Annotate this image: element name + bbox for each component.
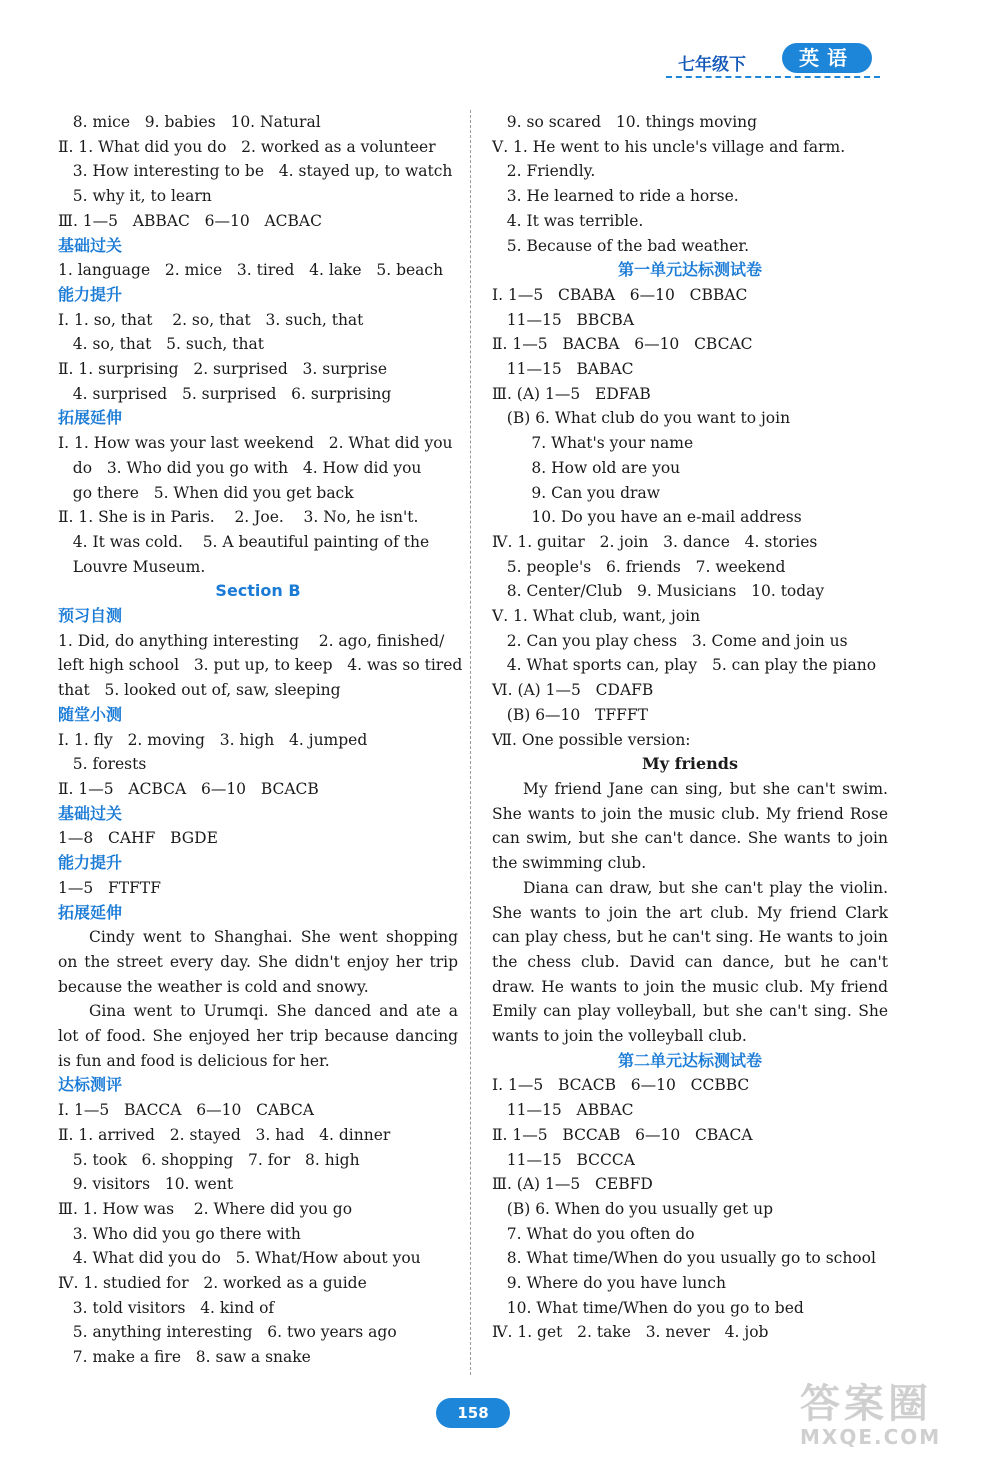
essay-title: My friends: [642, 754, 738, 774]
answer-line: that 5. looked out of, saw, sleeping: [58, 681, 341, 700]
answer-line: (B) 6. When do you usually get up: [492, 1199, 773, 1218]
answer-line: 5. why it, to learn: [58, 187, 212, 206]
answer-line: 5. people's 6. friends 7. weekend: [492, 557, 786, 576]
answer-line: Ⅱ. 1—5 BCCAB 6—10 CBACA: [492, 1125, 753, 1144]
page-number: 158: [436, 1398, 510, 1428]
answer-line: 3. How interesting to be 4. stayed up, to watch: [58, 162, 453, 181]
answer-line: Louvre Museum.: [58, 557, 206, 576]
header-underline: [666, 76, 880, 78]
section-heading: 拓展延伸: [58, 408, 123, 428]
answer-line: 8. How old are you: [492, 458, 681, 477]
answer-line: 11—15 BBCBA: [492, 310, 635, 329]
grade-label: 七年级下: [678, 55, 746, 75]
watermark-url: MXQE.COM: [800, 1425, 942, 1449]
subject-badge: 英语: [782, 43, 872, 73]
answer-line: 2. Friendly.: [492, 162, 596, 181]
answer-line: Ⅰ. 1. so, that 2. so, that 3. such, that: [58, 310, 364, 329]
answer-line: Ⅰ. 1—5 BACCA 6—10 CABCA: [58, 1101, 314, 1120]
answer-line: go there 5. When did you get back: [58, 483, 354, 502]
section-heading: 基础过关: [58, 235, 123, 255]
answer-line: Ⅱ. 1—5 ACBCA 6—10 BCACB: [58, 779, 319, 798]
answer-line: 4. It was cold. 5. A beautiful painting of the: [58, 532, 430, 551]
section-heading: 能力提升: [58, 284, 123, 304]
section-heading: 随堂小测: [58, 704, 123, 724]
answer-line: Ⅲ. (A) 1—5 EDFAB: [492, 384, 651, 403]
answer-line: 5. Because of the bad weather.: [492, 236, 750, 255]
answer-line: 7. What do you often do: [492, 1224, 695, 1243]
column-divider: [470, 110, 471, 1375]
answer-line: do 3. Who did you go with 4. How did you: [58, 458, 422, 477]
answer-line: 4. so, that 5. such, that: [58, 335, 264, 354]
essay-paragraph: Cindy went to Shanghai. She went shopping on the street every day. She didn't enjoy her trip because the weather is cold and snowy.: [58, 928, 458, 996]
right-column: [492, 110, 888, 1345]
answer-line: Ⅲ. 1. How was 2. Where did you go: [58, 1199, 353, 1218]
essay-paragraph: My friend Jane can sing, but she can't swim. She wants to join the music club. My friend Rose can swim, but she can't dance. She wants to join the swimming club.: [492, 779, 888, 873]
answer-line: 10. Do you have an e-mail address: [492, 508, 802, 527]
answer-line: Ⅰ. 1. How was your last weekend 2. What did you: [58, 434, 453, 453]
answer-line: Ⅴ. 1. What club, want, join: [492, 607, 701, 626]
answer-line: 8. What time/When do you usually go to school: [492, 1249, 876, 1268]
answer-line: (B) 6—10 TFFFT: [492, 705, 648, 724]
answer-line: 4. What sports can, play 5. can play the piano: [492, 656, 877, 675]
answer-line: 8. Center/Club 9. Musicians 10. today: [492, 582, 825, 601]
answer-line: Ⅳ. 1. get 2. take 3. never 4. job: [492, 1323, 769, 1342]
answer-line: 9. visitors 10. went: [58, 1175, 234, 1194]
watermark: [800, 1372, 990, 1462]
answer-line: (B) 6. What club do you want to join: [492, 409, 791, 428]
answer-line: Ⅵ. (A) 1—5 CDAFB: [492, 681, 654, 700]
answer-line: Ⅰ. 1. fly 2. moving 3. high 4. jumped: [58, 730, 368, 749]
answer-line: Ⅱ. 1. She is in Paris. 2. Joe. 3. No, he isn't.: [58, 508, 419, 527]
answer-line: Ⅲ. 1—5 ABBAC 6—10 ACBAC: [58, 211, 322, 230]
answer-line: Ⅰ. 1—5 CBABA 6—10 CBBAC: [492, 285, 748, 304]
answer-line: 11—15 BCCCA: [492, 1150, 635, 1169]
section-heading: 能力提升: [58, 853, 123, 873]
answer-line: Ⅱ. 1—5 BACBA 6—10 CBCAC: [492, 335, 753, 354]
answer-line: 1—8 CAHF BGDE: [58, 829, 218, 848]
answer-line: 7. What's your name: [492, 434, 694, 453]
answer-line: 1. language 2. mice 3. tired 4. lake 5. beach: [58, 261, 444, 280]
answer-line: 3. Who did you go there with: [58, 1224, 301, 1243]
answer-line: 3. He learned to ride a horse.: [492, 187, 739, 206]
answer-line: 11—15 BABAC: [492, 360, 634, 379]
answer-line: 5. took 6. shopping 7. for 8. high: [58, 1150, 360, 1169]
answer-line: 1. Did, do anything interesting 2. ago, finished/: [58, 631, 445, 650]
left-column: [58, 110, 463, 1370]
answer-line: 11—15 ABBAC: [492, 1101, 634, 1120]
essay-paragraph: Gina went to Urumqi. She danced and ate a lot of food. She enjoyed her trip because dancing is fun and food is delicious for her.: [58, 1002, 458, 1070]
answer-line: Ⅴ. 1. He went to his uncle's village and farm.: [492, 137, 846, 156]
test-heading: 第二单元达标测试卷: [617, 1050, 762, 1070]
answer-line: 3. told visitors 4. kind of: [58, 1298, 275, 1317]
section-heading: 预习自测: [58, 606, 123, 626]
answer-line: 1—5 FTFTF: [58, 878, 161, 897]
section-heading: 拓展延伸: [58, 902, 123, 922]
essay-paragraph: Diana can draw, but she can't play the violin. She wants to join the art club. My friend Clark can play chess, but he can't sing. He wants to join the chess club. David can dance, but he can't draw. He wants to join the music club. My friend Emily can play volleyball, but she can't sing. She wants to join the volleyball club.: [492, 878, 888, 1046]
answer-line: 4. What did you do 5. What/How about you: [58, 1249, 421, 1268]
answer-line: 9. Where do you have lunch: [492, 1274, 726, 1293]
answer-line: Ⅱ. 1. surprising 2. surprised 3. surprise: [58, 360, 387, 379]
answer-line: Ⅲ. (A) 1—5 CEBFD: [492, 1175, 653, 1194]
answer-line: 4. It was terrible.: [492, 211, 644, 230]
answer-line: Ⅱ. 1. What did you do 2. worked as a volunteer: [58, 137, 436, 156]
answer-line: Ⅳ. 1. guitar 2. join 3. dance 4. stories: [492, 532, 818, 551]
answer-line: 5. forests: [58, 755, 147, 774]
section-heading: 基础过关: [58, 803, 123, 823]
answer-line: left high school 3. put up, to keep 4. was so tired: [58, 656, 463, 675]
test-heading: Section B: [215, 581, 301, 601]
answer-line: Ⅶ. One possible version:: [492, 730, 691, 749]
test-heading: 第一单元达标测试卷: [617, 260, 762, 280]
answer-line: 2. Can you play chess 3. Come and join us: [492, 631, 848, 650]
answer-line: Ⅳ. 1. studied for 2. worked as a guide: [58, 1274, 367, 1293]
page-header: [660, 40, 880, 85]
answer-line: 9. so scared 10. things moving: [492, 113, 758, 131]
answer-line: Ⅰ. 1—5 BCACB 6—10 CCBBC: [492, 1076, 750, 1095]
answer-line: 5. anything interesting 6. two years ago: [58, 1323, 397, 1342]
answer-line: 7. make a fire 8. saw a snake: [58, 1348, 311, 1367]
answer-line: 9. Can you draw: [492, 483, 660, 502]
watermark-logo-text: 答案圈: [800, 1381, 932, 1427]
answer-line: 10. What time/When do you go to bed: [492, 1298, 804, 1317]
answer-line: Ⅱ. 1. arrived 2. stayed 3. had 4. dinner: [58, 1125, 391, 1144]
section-heading: 达标测评: [58, 1075, 123, 1095]
answer-line: 4. surprised 5. surprised 6. surprising: [58, 384, 392, 403]
answer-line: 8. mice 9. babies 10. Natural: [58, 113, 321, 131]
